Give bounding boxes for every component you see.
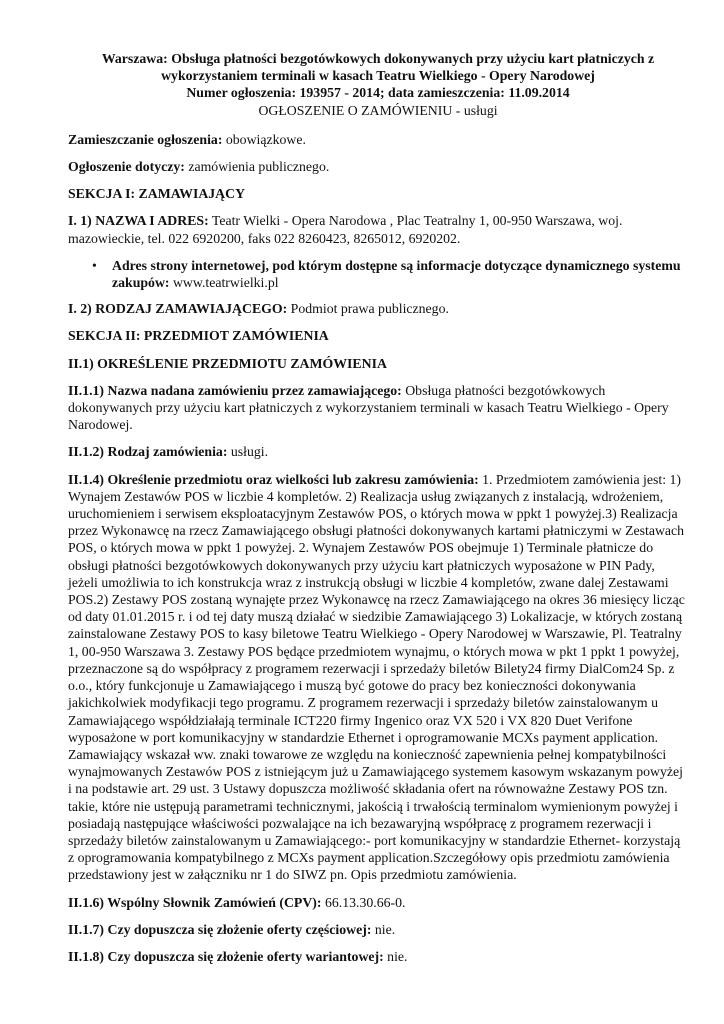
document-title: Warszawa: Obsługa płatności bezgotówkowych dokonywanych przy użyciu kart płatniczych z wykorzystaniem terminali w kasach Teatru Wielkiego - Opery Narodowej — [101, 51, 655, 84]
cpv-value: 66.13.30.66-0. — [321, 894, 406, 910]
partial-offer-label: II.1.7) Czy dopuszcza się złożenie oferty częściowej: — [68, 921, 372, 937]
contract-name-paragraph — [68, 382, 688, 434]
concerns-value: zamówienia publicznego. — [184, 159, 330, 175]
scope-label: II.1.4) Określenie przedmiotu oraz wielkości lub zakresu zamówienia: — [68, 471, 479, 487]
section-2-heading: SEKCJA II: PRZEDMIOT ZAMÓWIENIA — [68, 328, 329, 344]
placement-paragraph — [68, 131, 688, 148]
placement-label: Zamieszczanie ogłoszenia: — [68, 131, 223, 147]
variant-offer-value: nie. — [383, 948, 408, 964]
cpv-paragraph — [68, 894, 688, 911]
scope-value: 1. Przedmiotem zamówienia jest: 1) Wynajem Zestawów POS w liczbie 4 kompletów. 2) Realizacja usług związanych z instalacją, wdrożeniem, uruchomieniem i serwisem eksploatacyjnym Zestawów POS, o których mowa w ppkt 1 powyżej.3) Realizacja przez Wykonawcę na rzecz Zamawiającego obsługi płatności dokonywanych kartami płatniczymi w Zestawach POS, o których mowa w ppkt 1 powyżej. 2. Wynajem Zestawów POS obejmuje 1) Terminale płatnicze do obsługi płatności bezgotówkowych dokonywanych przy użyciu kart płatniczych wyposażone w PIN Pady, jeżeli umożliwia to ich konstrukcja wraz z instrukcją obsługi w liczbie 4 kompletów, zwane dalej Zestawami POS.2) Zestawy POS zostaną wynajęte przez Wykonawcę na rzecz Zamawiającego na okres 36 miesięcy licząc od daty 01.01.2015 r. i od tej daty muszą działać w siedzibie Zamawiającego 3) Lokalizacje, w których zostaną zainstalowane Zestawy POS to kasy biletowe Teatru Wielkiego - Opery Narodowej w Warszawie, Pl. Teatralny 1, 00-950 Warszawa 3. Zestawy POS będące przedmiotem wynajmu, o których mowa w pkt 1 ppkt 1 powyżej, przeznaczone są do współpracy z programem rezerwacji i sprzedaży biletów Bilety24 firmy DialCom24 Sp. z o.o., który funkcjonuje u Zamawiającego i muszą być gotowe do pracy bez konieczności dokonywania jakichkolwiek modyfikacji tego programu. Z programem rezerwacji i sprzedaży biletów zainstalowanym u Zamawiającego współdziałają terminale ICT220 firmy Ingenico oraz VX 520 i VX 820 Duet Verifone wyposażone w port komunikacyjny w standardzie Ethernet i oprogramowanie MCXs payment application. Zamawiający wskazał ww. znaki towarowe ze względu na konieczność zapewnienia pełnej kompatybilności wynajmowanych Zestawów POS z istniejącym już u Zamawiającego systemem kasowym wskazanym powyżej i na podstawie art. 29 ust. 3 Ustawy dopuszcza możliwość składania ofert na równoważne Zestawy POS tzn. takie, które nie ustępują parametrami technicznymi, jakością i trwałością terminalom wymienionym powyżej i posiadają następujące właściwości pozwalające na ich bezawaryjną współpracę z programem rezerwacji i sprzedaży biletów zainstalowanym u Zamawiającego:- port komunikacyjny w standardzie Ethernet- korzystają z oprogramowania kompatybilnego z MCXs payment application.Szczegółowy opis przedmiotu zamówienia przedstawiony jest w załączniku nr 1 do SIWZ pn. Opis przedmiotu zamówienia. — [68, 471, 685, 883]
document-header — [68, 50, 688, 119]
bullet-icon: • — [92, 257, 97, 273]
scope-paragraph — [68, 471, 688, 884]
authority-type-paragraph — [68, 300, 688, 317]
contract-name-value: Obsługa płatności bezgotówkowych dokonywanych przy użyciu kart płatniczych z wykorzystaniem terminali w kasach Teatru Wielkiego - Opery Narodowej. — [68, 382, 669, 433]
concerns-label: Ogłoszenie dotyczy: — [68, 159, 185, 175]
announcement-type: OGŁOSZENIE O ZAMÓWIENIU - usługi — [258, 102, 498, 118]
contract-kind-value: usługi. — [227, 444, 269, 460]
list-item — [92, 257, 688, 291]
authority-type-label: I. 2) RODZAJ ZAMAWIAJĄCEGO: — [68, 301, 288, 317]
authority-type-value: Podmiot prawa publicznego. — [287, 301, 449, 317]
contract-name-label: II.1.1) Nazwa nadana zamówieniu przez zamawiającego: — [68, 382, 402, 398]
website-value: www.teatrwielki.pl — [169, 275, 279, 291]
section-1-heading: SEKCJA I: ZAMAWIAJĄCY — [68, 186, 246, 202]
placement-value: obowiązkowe. — [222, 131, 306, 147]
name-address-value: Teatr Wielki - Opera Narodowa , Plac Teatralny 1, 00-950 Warszawa, woj. mazowieckie, tel. 022 6920200, faks 022 8260423, 8265012, 6920202. — [68, 213, 623, 246]
concerns-paragraph — [68, 158, 688, 175]
cpv-label: II.1.6) Wspólny Słownik Zamówień (CPV): — [68, 894, 322, 910]
partial-offer-value: nie. — [371, 921, 396, 937]
name-address-label: I. 1) NAZWA I ADRES: — [68, 213, 209, 229]
website-label: Adres strony internetowej, pod którym dostępne są informacje dotyczące dynamicznego systemu zakupów: — [112, 257, 681, 291]
variant-offer-paragraph — [68, 948, 688, 965]
website-list — [68, 257, 688, 291]
variant-offer-label: II.1.8) Czy dopuszcza się złożenie oferty wariantowej: — [68, 948, 384, 964]
contracting-authority-paragraph — [68, 212, 688, 246]
document-page — [68, 50, 688, 975]
contract-kind-label: II.1.2) Rodzaj zamówienia: — [68, 444, 228, 460]
announcement-number: Numer ogłoszenia: 193957 - 2014; data zamieszczenia: 11.09.2014 — [186, 85, 570, 101]
section-2-1-heading: II.1) OKREŚLENIE PRZEDMIOTU ZAMÓWIENIA — [68, 355, 387, 371]
contract-kind-paragraph — [68, 443, 688, 460]
partial-offer-paragraph — [68, 921, 688, 938]
